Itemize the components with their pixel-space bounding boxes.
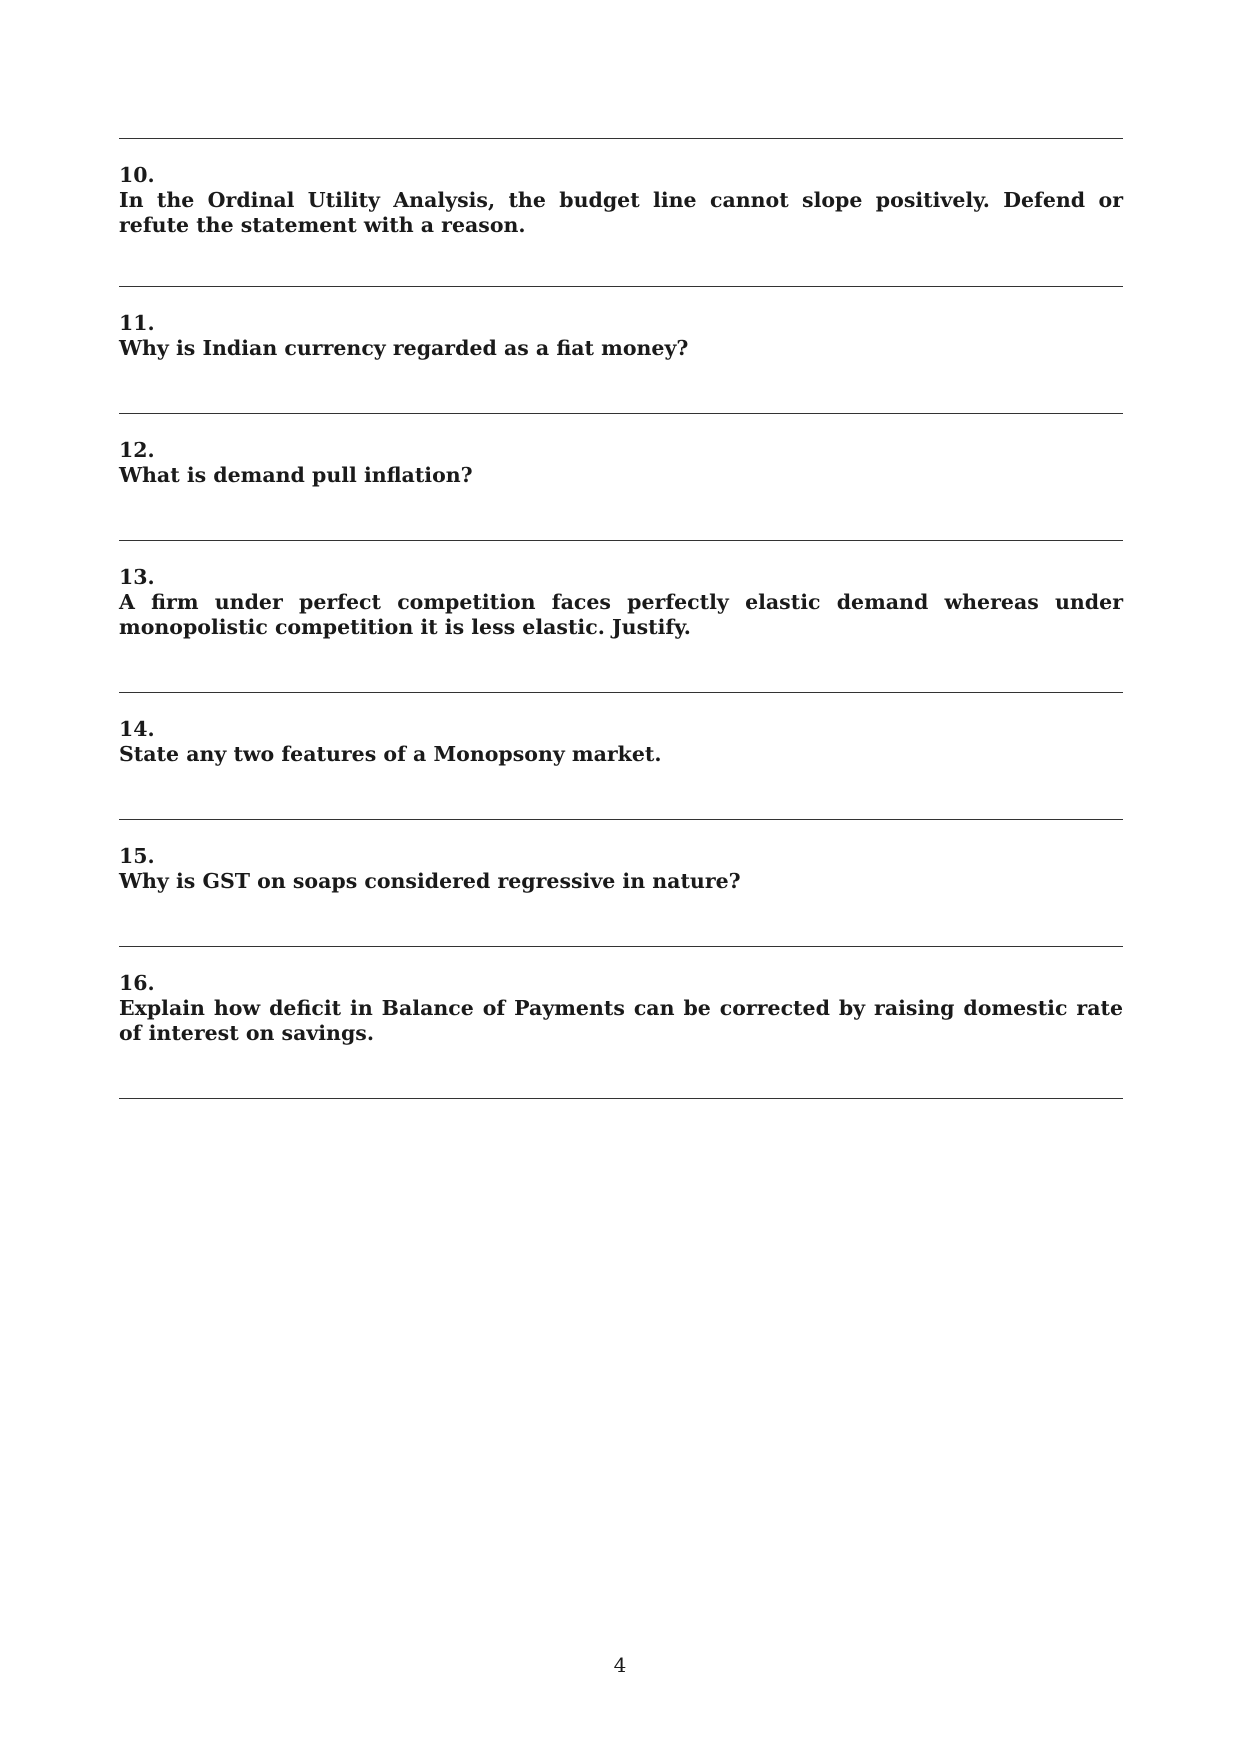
separator-rule [119, 692, 1123, 693]
separator-rule [119, 946, 1123, 947]
question-14 [119, 717, 1123, 767]
question-11 [119, 311, 1123, 361]
question-13 [119, 565, 1123, 640]
separator-rule [119, 138, 1123, 139]
page-number: 4 [613, 1653, 627, 1677]
question-number: 10. [119, 163, 155, 187]
question-number: 12. [119, 438, 155, 462]
separator-rule [119, 413, 1123, 414]
question-16 [119, 971, 1123, 1046]
separator-rule [119, 1098, 1123, 1099]
question-text: Why is GST on soaps considered regressive in nature? [119, 869, 741, 893]
question-number: 15. [119, 844, 155, 868]
separator-rule [119, 286, 1123, 287]
question-15 [119, 844, 1123, 894]
question-number: 13. [119, 565, 155, 589]
question-12 [119, 438, 1123, 488]
question-10 [119, 163, 1123, 238]
separator-rule [119, 540, 1123, 541]
question-text: What is demand pull inflation? [119, 463, 473, 487]
separator-rule [119, 819, 1123, 820]
question-number: 11. [119, 311, 155, 335]
question-text: Why is Indian currency regarded as a fiat money? [119, 336, 689, 360]
question-text: State any two features of a Monopsony market. [119, 742, 662, 766]
question-text: Explain how deficit in Balance of Payments can be corrected by raising domestic rate of interest on savings. [119, 996, 1123, 1045]
question-number: 14. [119, 717, 155, 741]
question-text: In the Ordinal Utility Analysis, the budget line cannot slope positively. Defend or refute the statement with a reason. [119, 188, 1123, 237]
question-text: A firm under perfect competition faces perfectly elastic demand whereas under monopolistic competition it is less elastic. Justify. [119, 590, 1123, 639]
question-number: 16. [119, 971, 155, 995]
